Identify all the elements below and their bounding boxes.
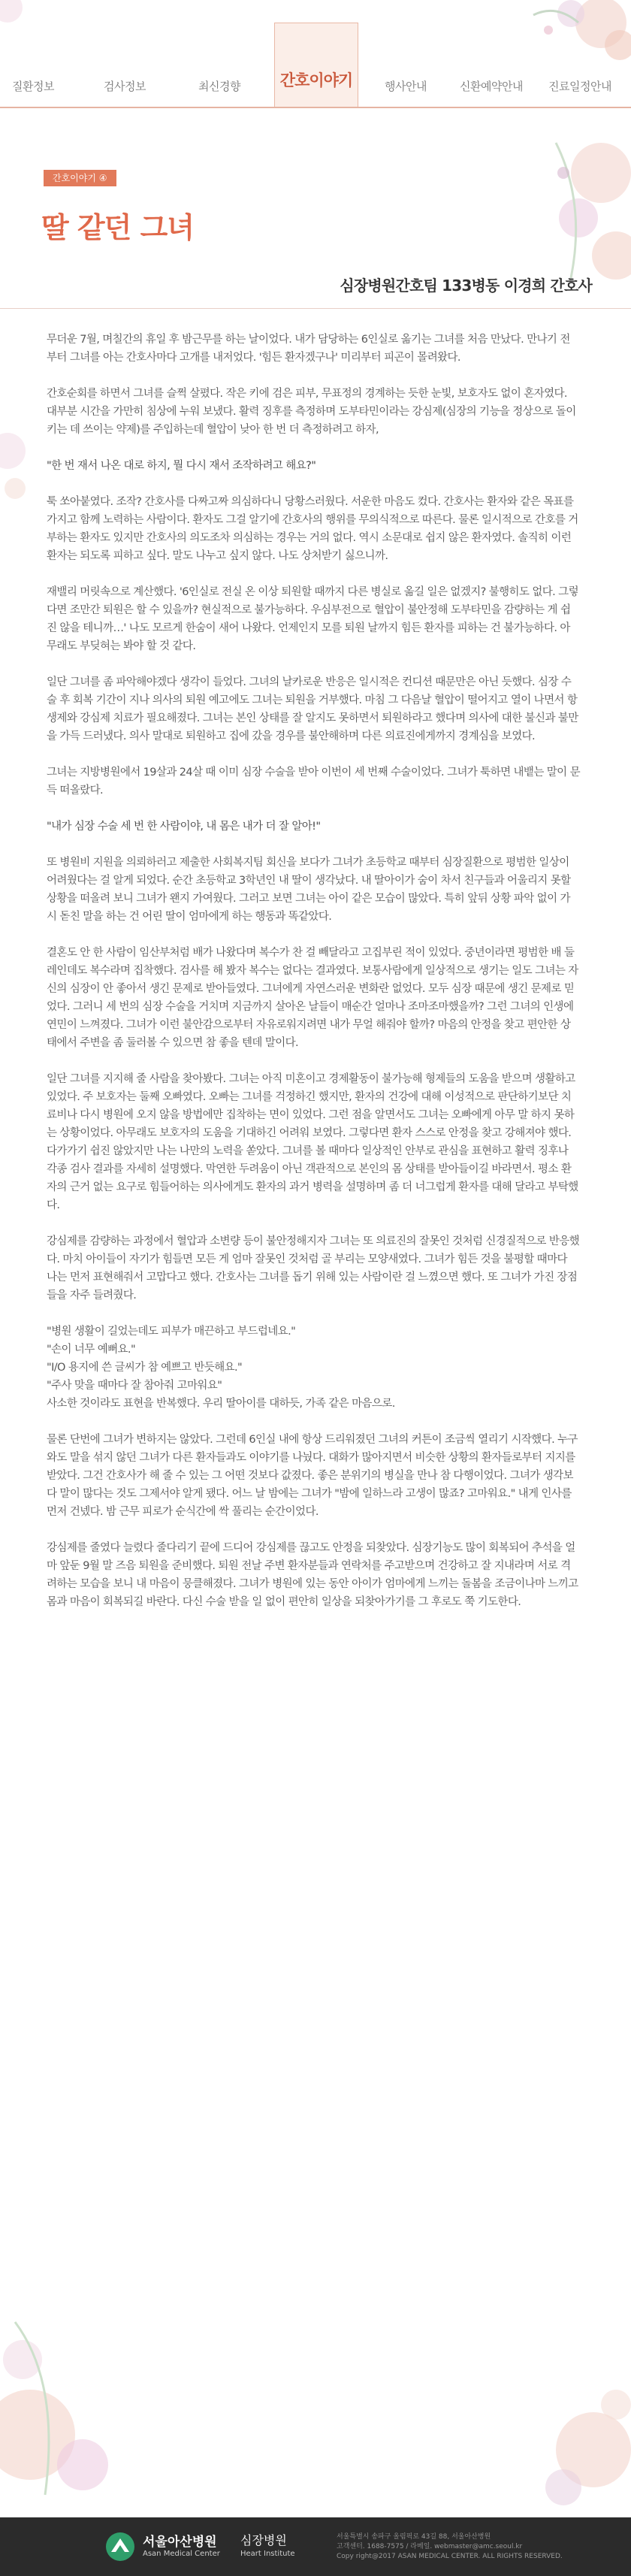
article-title: 딸 같던 그녀 xyxy=(41,211,194,244)
paragraph: 강심제를 감량하는 과정에서 혈압과 소변량 등이 불안정해지자 그녀는 또 의료진의 잘못인 것처럼 신경질적으로 반응했다. 마치 아이들이 자기가 힘들면 모든 게 엄마 잘못인 것처럼 골 부리는 모양새였다. 그녀가 힘든 것을 불평할 때마다 나는 먼저 표현해줘서 고맙다고 했다. 간호사는 그녀를 돕기 위해 있는 사람이란 걸 느꼈으면 했다. 또 그녀가 가진 장점들을 자주 들려줬다. xyxy=(47,1235,580,1302)
paragraph: 또 병원비 지원을 의뢰하러고 제출한 사회복지팀 회신을 보다가 그녀가 초등학교 때부터 심장질환으로 평범한 일상이 어려웠다는 걸 알게 되었다. 순간 초등학교 3학년인 내 딸이 생각났다. 내 딸아이가 숨이 차서 친구들과 어울리지 못할 상황을 떠올려 보니 그녀가 왠지 가여웠다. 그러고 보면 그녀는 아이 같은 모습이 많았다. 특히 앞뒤 상황 파악 없이 가시 돋친 말을 하는 건 어린 딸이 엄마에게 하는 행동과 똑같았다. xyxy=(47,857,571,923)
paragraph: 결혼도 안 한 사람이 임산부처럼 배가 나왔다며 복수가 찬 걸 빼달라고 고집부린 적이 있었다. 중년이라면 평범한 배 둘레인데도 복수라며 집착했다. 검사를 해 봤자 복수는 없다는 결과였다. 보통사람에게 일상적으로 생기는 일도 그녀는 자신의 심장이 안 좋아서 생긴 문제로 받아들였다. 그녀에게 자연스러운 변화란 없었다. 모두 심장 때문에 생긴 문제로 믿었다. 그러니 세 번의 심장 수술을 거치며 지금까지 살아온 날들이 매순간 얼마나 조마조마했을까? 그런 그녀의 인생에 연민이 느껴졌다. 그녀가 이런 불안감으로부터 자유로워지려면 내가 무얼 해줘야 할까? 마음의 안정을 찾고 편안한 상태에서 주변을 좀 둘러볼 수 있으면 참 좋을 텐데 말이다. xyxy=(47,947,578,1049)
tab-exam-info[interactable]: 검사정보 xyxy=(104,80,146,93)
tab-disease-info[interactable]: 질환정보 xyxy=(12,80,54,93)
tab-latest-trends[interactable]: 최신경향 xyxy=(198,80,240,93)
footer-contact: 고객센터. 1688-7575 / 라메일. webmaster@amc.seoul.kr xyxy=(337,2543,523,2550)
header-divider xyxy=(0,308,631,309)
floral-decoration-top-right xyxy=(488,0,631,68)
tab-schedule-info[interactable]: 진료일정안내 xyxy=(548,80,611,93)
paragraph: 일단 그녀를 지지해 줄 사람을 찾아봤다. 그녀는 아직 미혼이고 경제활동이 불가능해 형제들의 도움을 받으며 생활하고 있었다. 주 보호자는 둘째 오빠였다. 오빠는 그녀를 걱정하긴 했지만, 환자의 건강에 대해 이성적으로 판단하기보단 치료비나 다시 병원에 오지 않을 방법에만 집착하는 면이 있었다. 그런 점을 알면서도 그녀는 오빠에게 아무 말 하지 못하는 상황이었다. 아무래도 보호자의 도움을 기대하긴 어려워 보였다. 그렇다면 환자 스스로 안정을 찾고 강해져야 했다. 다가가기 쉽진 않았지만 나는 나만의 노력을 쏟았다. 그녀를 볼 때마다 일상적인 안부로 관심을 표현하고 활력 징후나 각종 검사 결과를 자세히 설명했다. 막연한 두려움이 아닌 객관적으로 본인의 몸 상태를 받아들이길 바라면서. 평소 환자의 근거 없는 요구로 힘들어하는 의사에게도 환자의 과거 병력을 설명하며 좀 더 너그럽게 환자를 대해 달라고 부탁했다. xyxy=(47,1073,578,1211)
quote-paragraph: "내가 심장 수술 세 번 한 사람이야, 내 몸은 내가 더 잘 알아!" xyxy=(47,821,321,833)
heart-institute-name-en: Heart Institute xyxy=(240,2550,295,2558)
article-author: 심장병원간호팀 133병동 이경희 간호사 xyxy=(340,277,592,295)
footer-info xyxy=(337,2532,563,2562)
quote-paragraph: "한 번 재서 나온 대로 하지, 뭘 다시 재서 조작하려고 해요?" xyxy=(47,460,316,472)
nav-divider xyxy=(0,107,631,108)
category-tag: 간호이야기 ④ xyxy=(44,170,116,186)
paragraph: 무더운 7월, 며칠간의 휴일 후 밤근무를 하는 날이었다. 내가 담당하는 6인실로 옮기는 그녀를 처음 만났다. 만나기 전부터 그녀를 아는 간호사마다 고개를 내저었다. '힘든 환자겠구나' 미리부터 피곤이 몰려왔다. xyxy=(47,334,570,364)
paragraph: 물론 단번에 그녀가 변하지는 않았다. 그런데 6인실 내에 항상 드리워졌던 그녀의 커튼이 조금씩 열리기 시작했다. 누구와도 말을 섞지 않던 그녀가 다른 환자들과도 이야기를 나눴다. 대화가 많아지면서 비슷한 상황의 환자들로부터 지지를 받았다. 그건 간호사가 해 줄 수 있는 그 어떤 것보다 값졌다. 좋은 분위기의 병실을 만나 참 다행이었다. 그녀가 생각보다 말이 많다는 것도 그제서야 알게 됐다. 어느 날 밤에는 그녀가 "밤에 일하느라 고생이 많죠? 고마워요." 내게 인사를 먼저 건넸다. 밤 근무 피로가 순식간에 싹 풀리는 순간이었다. xyxy=(47,1434,578,1518)
quote-line: "I/O 용지에 쓴 글씨가 참 예쁘고 반듯해요." xyxy=(47,1362,243,1374)
quote-after: 사소한 것이라도 표현을 반복했다. 우리 딸아이를 대하듯, 가족 같은 마음으로. xyxy=(47,1398,395,1410)
floral-decoration-left xyxy=(0,421,45,511)
hospital-logo-icon xyxy=(105,2532,135,2562)
hospital-name: 서울아산병원 xyxy=(143,2535,217,2550)
article-body xyxy=(47,331,580,1629)
top-navigation xyxy=(0,0,631,113)
tab-new-patient-reservation[interactable]: 신환예약안내 xyxy=(460,80,523,93)
paragraph: 그녀는 지방병원에서 19살과 24살 때 이미 심장 수술을 받아 이번이 세 번째 수술이었다. 그녀가 툭하면 내뱉는 말이 문득 떠올랐다. xyxy=(47,766,580,797)
nav-bar xyxy=(0,66,631,105)
tab-nursing-story-label: 간호이야기 xyxy=(279,71,353,89)
quote-list xyxy=(47,1323,580,1413)
hospital-name-en: Asan Medical Center xyxy=(143,2550,220,2558)
paragraph: 툭 쏘아붙였다. 조작? 간호사를 다짜고짜 의심하다니 당황스러웠다. 서운한 마음도 컸다. 간호사는 환자와 같은 목표를 가지고 함께 노력하는 사람이다. 환자도 그걸 알기에 간호사의 행위를 무의식적으로 따른다. 물론 일시적으로 간호를 거부하는 환자도 있지만 간호사의 의도조차 의심하는 경우는 거의 없다. 역시 소문대로 쉽지 않은 환자였다. 솔직히 이런 환자는 되도록 피하고 싶다. 말도 나누고 싶지 않다. 나도 상처받기 싫으니까. xyxy=(47,496,578,562)
tab-event-info[interactable]: 행사안내 xyxy=(385,80,427,93)
footer-address: 서울특별시 송파구 올림픽로 43길 88, 서울아산병원 xyxy=(337,2533,491,2541)
quote-line: "손이 너무 예뻐요." xyxy=(47,1344,136,1356)
paragraph: 일단 그녀를 좀 파악해야겠다 생각이 들었다. 그녀의 날카로운 반응은 일시적은 컨디션 때문만은 아닌 듯했다. 심장 수술 후 회복 기간이 지나 의사의 퇴원 예고에도 그녀는 퇴원을 거부했다. 마침 그 다음날 혈압이 떨어지고 열이 나면서 항생제와 강심제 치료가 필요해졌다. 그녀는 본인 상태를 잘 알지도 못하면서 퇴원하라고 했다며 의사에 대한 불신과 불만을 가득 드러냈다. 의사 말대로 퇴원하고 집에 갔을 경우를 불안해하며 다른 의료진에게까지 경계심을 보였다. xyxy=(47,676,578,742)
floral-decoration-top-left xyxy=(0,0,45,45)
quote-line: "병원 생활이 길었는데도 피부가 매끈하고 부드럽네요." xyxy=(47,1326,296,1338)
paragraph: 강심제를 줄였다 늘렸다 줄다리기 끝에 드디어 강심제를 끊고도 안정을 되찾았다. 심장기능도 많이 회복되어 추석을 얼마 앞둔 9월 말 즈음 퇴원을 준비했다. 퇴원 전날 주변 환자분들과 연락처를 주고받으며 건강하고 잘 지내라며 서로 격려하는 모습을 보니 내 마음이 뭉클해졌다. 그녀가 병원에 있는 동안 아이가 엄마에게 느끼는 돌봄을 조금이나마 느끼고 몸과 마음이 회복되길 바란다. 다신 수술 받을 일 없이 편안히 일상을 되찾아가기를 그 후로도 쭉 기도한다. xyxy=(47,1542,578,1608)
paragraph: 재밸리 머릿속으로 계산했다. '6인실로 전실 온 이상 퇴원할 때까지 다른 병실로 옮길 일은 없겠지? 불행히도 없다. 그렇다면 조만간 퇴원은 할 수 있을까? 현실적으로 불가능하다. 우심부전으로 혈압이 불안정해 도부타민을 감량하는 게 쉽진 않을 테니까…' 나도 모르게 한숨이 새어 나왔다. 언제인지 모를 퇴원 날까지 힘든 환자를 피하는 건 불가능하다. 아무래도 부딪혀는 봐야 할 것 같다. xyxy=(47,586,578,652)
paragraph: 간호순회를 하면서 그녀를 슬쩍 살폈다. 작은 키에 검은 피부, 무표정의 경계하는 듯한 눈빛, 보호자도 없이 혼자였다. 대부분 시간을 가만히 침상에 누워 보냈다. 활력 징후를 측정하며 도부타민이라는 강심제(심장의 기능을 정상으로 돌이키는 데 쓰이는 약제)를 주입하는데 혈압이 낮아 한 번 더 측정하려고 하자, xyxy=(47,388,576,436)
footer xyxy=(0,2517,631,2576)
quote-line: "주사 맞을 때마다 잘 참아줘 고마워요" xyxy=(47,1380,222,1392)
footer-copyright: Copy right@2017 ASAN MEDICAL CENTER. ALL RIGHTS RESERVED. xyxy=(337,2553,563,2560)
heart-institute-name: 심장병원 xyxy=(240,2533,287,2547)
floral-decoration-bottom-right xyxy=(518,2382,631,2517)
floral-decoration-bottom-left xyxy=(0,2314,120,2510)
